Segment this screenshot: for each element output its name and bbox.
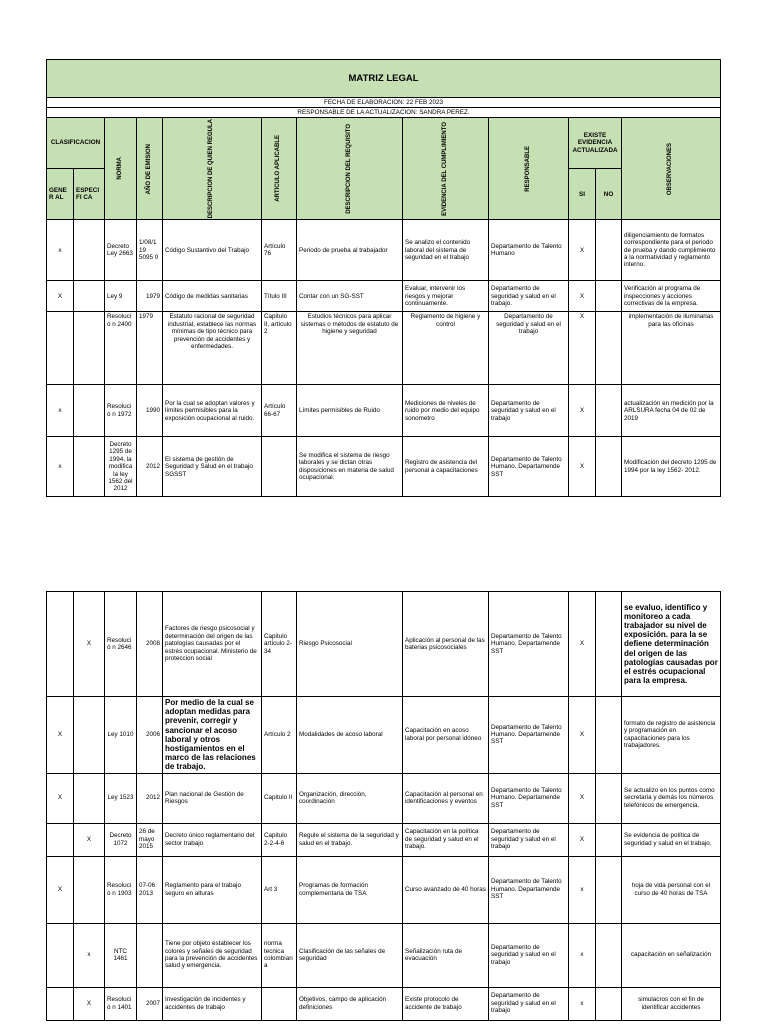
cell-especifica	[74, 281, 105, 312]
header-descripcion: DESCRIPCION DE QUIEN REGULA	[163, 118, 262, 220]
cell-general: X	[47, 856, 74, 923]
cell-general	[47, 312, 74, 385]
cell-responsable: Departamento de seguridad y salud en el trabajo	[489, 923, 569, 987]
cell-evidencia: Aplicación al personal de las baterias psicosociales	[403, 592, 489, 697]
cell-descripcion: Tiene por objeto establecer los colores y señales de seguridad para la prevención de accidentes salud y emergencia.	[163, 923, 262, 987]
table-row	[47, 281, 721, 312]
cell-requisito: Contar con un SG-SST	[297, 281, 403, 312]
cell-general	[47, 987, 74, 1020]
cell-descripcion: Por la cual se adoptan valores y límites permisibles para la exposición ocupacional al ruido.	[163, 385, 262, 437]
table-row	[47, 312, 721, 385]
cell-articulo: Capitulo II, artículo 2	[262, 312, 297, 385]
cell-requisito: Límites permisibles de Ruido	[297, 385, 403, 437]
cell-si: X	[569, 697, 596, 774]
header-articulo: ARTICULO APLICABLE	[262, 118, 297, 220]
cell-no	[596, 385, 622, 437]
cell-evidencia: Evaluar, intervenir los riesgos y mejorar continuamente.	[403, 281, 489, 312]
table-row	[47, 437, 721, 497]
cell-especifica: X	[74, 823, 105, 856]
cell-especifica	[74, 220, 105, 281]
cell-descripcion: Código de medidas sanitarias	[163, 281, 262, 312]
cell-evidencia: Registro de asistencia del personal a capacitaciones	[403, 437, 489, 497]
cell-norma: Ley 9	[105, 281, 137, 312]
cell-evidencia: Existe protocolo de accidente de trabajo	[403, 987, 489, 1020]
cell-especifica	[74, 773, 105, 823]
cell-si: X	[569, 773, 596, 823]
cell-descripcion: El sistema de gestión de Seguridad y Salud en el trabajo SGSST	[163, 437, 262, 497]
cell-general: x	[47, 220, 74, 281]
cell-descripcion: Plan nacional de Gestión de Riesgos	[163, 773, 262, 823]
cell-especifica	[74, 697, 105, 774]
cell-anio: 2012	[137, 773, 163, 823]
cell-anio: 07-06 2013	[137, 856, 163, 923]
cell-descripcion: Estatuto racional de seguridad industrial, establece las normas mínimas de tipo técnico para prevención de accidentes y enfermedades.	[163, 312, 262, 385]
header-general: GENER AL	[47, 169, 74, 220]
cell-anio: 1990	[137, 385, 163, 437]
cell-norma: Decreto 1072	[105, 823, 137, 856]
cell-no	[596, 923, 622, 987]
cell-no	[596, 773, 622, 823]
cell-observaciones: actualización en medición por la ARLSURA fecha 04 de 02 de 2019	[622, 385, 721, 437]
cell-observaciones: Se actualizo en los puntos como secretaria y demás los números telefónicos de emergencia.	[622, 773, 721, 823]
cell-si: X	[569, 281, 596, 312]
table-row	[47, 773, 721, 823]
fecha-elaboracion: FECHA DE ELABORACION: 22 FEB 2023	[47, 98, 721, 108]
cell-requisito: Programas de formación complementaria de TSA	[297, 856, 403, 923]
cell-articulo: Capitulo 2-2-4-6	[262, 823, 297, 856]
cell-no	[596, 856, 622, 923]
table-row	[47, 923, 721, 987]
cell-anio: 2008	[137, 592, 163, 697]
header-clasificacion: CLASIFICACION	[47, 118, 105, 169]
cell-articulo: Artículo 66-67	[262, 385, 297, 437]
cell-no	[596, 220, 622, 281]
cell-observaciones: implementación de iluminarias para las oficinas	[622, 312, 721, 385]
cell-evidencia: Curso avanzado de 40 horas	[403, 856, 489, 923]
cell-norma: Decreto 1295 de 1994, la modifica la ley 1562 del 2012	[105, 437, 137, 497]
cell-responsable: Departamento de seguridad y salud en el trabajo	[489, 312, 569, 385]
cell-general: X	[47, 281, 74, 312]
cell-si: X	[569, 592, 596, 697]
cell-articulo: Artículo 2	[262, 697, 297, 774]
cell-evidencia: Capacitación al personal en identificaciones y eventos	[403, 773, 489, 823]
cell-no	[596, 987, 622, 1020]
cell-requisito: Objetivos, campo de aplicación definiciones	[297, 987, 403, 1020]
cell-requisito: Estudios técnicos para aplicar sistemas o métodos de estatuto de higiene y seguridad	[297, 312, 403, 385]
cell-general	[47, 592, 74, 697]
cell-no	[596, 437, 622, 497]
cell-responsable: Departamento de Talento Humano	[489, 220, 569, 281]
cell-general: x	[47, 437, 74, 497]
cell-si: X	[569, 823, 596, 856]
header-requisito: DESCRIPCION DEL REQUISITO	[297, 118, 403, 220]
table-row	[47, 385, 721, 437]
cell-responsable: Departamento de Talento Humano. Departamende SST	[489, 773, 569, 823]
cell-no	[596, 312, 622, 385]
cell-requisito: Se modifica el sistema de riesgo laborales y se dictan otras disposiciones en materia de salud ocupacional.	[297, 437, 403, 497]
cell-articulo	[262, 437, 297, 497]
cell-evidencia: Capacitación en la política de seguridad y salud en el trabajo.	[403, 823, 489, 856]
table-row	[47, 220, 721, 281]
cell-anio: 2007	[137, 987, 163, 1020]
cell-responsable: Departamento de seguridad y salud en el trabajo	[489, 385, 569, 437]
cell-general: X	[47, 697, 74, 774]
cell-anio: 1979	[137, 312, 163, 385]
cell-anio: 2012	[137, 437, 163, 497]
cell-norma: Resolució n 2646	[105, 592, 137, 697]
cell-especifica	[74, 385, 105, 437]
table-row	[47, 697, 721, 774]
cell-evidencia: Se analizo el contenido laboral del sistema de seguridad en el trabajo	[403, 220, 489, 281]
cell-observaciones: Verificación al programa de inspecciones y acciones correctivas de la empresa.	[622, 281, 721, 312]
cell-no	[596, 281, 622, 312]
cell-descripcion: Reglamento para el trabajo seguro en alturas	[163, 856, 262, 923]
legal-matrix-table-bottom	[46, 591, 721, 1021]
cell-observaciones: diligenciamiento de formatos correspondiente para el periodo de prueba y dando cumplimiento a la normatividad y reglamento interno.	[622, 220, 721, 281]
cell-norma: Ley 1010	[105, 697, 137, 774]
cell-responsable: Departamento de Talento Humano. Departamende SST	[489, 697, 569, 774]
cell-evidencia: Reglamento de higiene y control	[403, 312, 489, 385]
cell-requisito: Clasificación de las señales de seguridad	[297, 923, 403, 987]
cell-descripcion: Investigación de incidentes y accidentes de trabajo	[163, 987, 262, 1020]
cell-responsable: Departamento de Talento Humano. Departamende SST	[489, 437, 569, 497]
cell-requisito: Modalidades de acoso laboral	[297, 697, 403, 774]
cell-no	[596, 823, 622, 856]
cell-si: x	[569, 987, 596, 1020]
cell-articulo: Capitulo II	[262, 773, 297, 823]
cell-especifica: X	[74, 987, 105, 1020]
cell-especifica	[74, 856, 105, 923]
cell-norma: Resolució n 1401	[105, 987, 137, 1020]
cell-general	[47, 823, 74, 856]
cell-especifica	[74, 312, 105, 385]
cell-responsable: Departamento de seguridad y salud en el trabajo	[489, 823, 569, 856]
cell-responsable: Departamento de seguridad y salud en el trabajo	[489, 987, 569, 1020]
cell-general	[47, 923, 74, 987]
matrix-title: MATRIZ LEGAL	[47, 60, 721, 98]
cell-especifica: x	[74, 923, 105, 987]
cell-requisito: Periodo de prueba al trabajador	[297, 220, 403, 281]
cell-articulo: norma tecnica colombian a	[262, 923, 297, 987]
cell-norma: Resolució n 1903	[105, 856, 137, 923]
cell-anio: 2006	[137, 697, 163, 774]
cell-no	[596, 592, 622, 697]
table-row	[47, 987, 721, 1020]
header-si: SI	[569, 169, 596, 220]
cell-observaciones: hoja de vida personal con el curso de 40 horas de TSA	[622, 856, 721, 923]
cell-descripcion: Decreto único reglamentario del sector trabajo	[163, 823, 262, 856]
table-row	[47, 856, 721, 923]
cell-si: X	[569, 385, 596, 437]
cell-norma: Decreto Ley 2663	[105, 220, 137, 281]
cell-observaciones: formato de registro de asistencia y programación en capacitaciones para los trabajadores.	[622, 697, 721, 774]
cell-general: x	[47, 385, 74, 437]
cell-norma: NTC 1461	[105, 923, 137, 987]
header-responsable: RESPONSABLE	[489, 118, 569, 220]
cell-descripcion: Factores de riesgo psicosocial y determinación del origen de las patologías causadas por el estrés ocupacional. Ministerio de proteccion social	[163, 592, 262, 697]
cell-descripcion: Por medio de la cual se adoptan medidas para prevenir, corregir y sancionar el acoso laboral y otros hostigamientos en el marco de las relaciones de trabajo.	[163, 697, 262, 774]
cell-especifica	[74, 437, 105, 497]
header-anio: AÑO DE EMISION	[137, 118, 163, 220]
cell-observaciones: Se evidencia de política de seguridad y salud en el trabajo.	[622, 823, 721, 856]
cell-articulo: Título III	[262, 281, 297, 312]
cell-evidencia: Señalización ruta de evacuación	[403, 923, 489, 987]
cell-norma: Ley 1523	[105, 773, 137, 823]
cell-articulo: Art 3	[262, 856, 297, 923]
cell-si: x	[569, 923, 596, 987]
header-observaciones: OBSERVACIONES	[622, 118, 721, 220]
cell-observaciones: Modificación del decreto 1295 de 1994 por la ley 1562- 2012.	[622, 437, 721, 497]
cell-descripcion: Código Sustantivo del Trabajo	[163, 220, 262, 281]
header-evidencia: EVIDENCIA DEL CUMPLIMIENTO	[403, 118, 489, 220]
cell-anio: 1979	[137, 281, 163, 312]
cell-requisito: Organización, dirección, coordinación	[297, 773, 403, 823]
cell-anio	[137, 923, 163, 987]
cell-responsable: Departamento de Talento Humano. Departamende SST	[489, 856, 569, 923]
cell-responsable: Departamento de seguridad y salud en el trabajo.	[489, 281, 569, 312]
cell-observaciones: se evaluo, identifico y monitoreo a cada trabajador su nivel de exposición. para la se defiene determinación del origen de las patologías causadas por el estrés ocupacional para la empresa.	[622, 592, 721, 697]
cell-norma: Resolució n 1972	[105, 385, 137, 437]
cell-general: X	[47, 773, 74, 823]
cell-si: x	[569, 856, 596, 923]
cell-no	[596, 697, 622, 774]
cell-observaciones: simulacros con el fin de identificar accidentes	[622, 987, 721, 1020]
header-no: NO	[596, 169, 622, 220]
cell-articulo: Capitulo artículo 2-34	[262, 592, 297, 697]
cell-observaciones: capacitación en señalización	[622, 923, 721, 987]
table-row	[47, 592, 721, 697]
cell-requisito: Regule el sistema de la seguridad y salud en el trabajo.	[297, 823, 403, 856]
legal-matrix-table-top	[46, 59, 721, 497]
cell-si: X	[569, 437, 596, 497]
cell-anio: 1/08/1 19 5095 0	[137, 220, 163, 281]
cell-responsable: Departamento de Talento Humano. Departamende SST	[489, 592, 569, 697]
cell-evidencia: Mediciones de niveles de ruido por medio del equipo sonometro	[403, 385, 489, 437]
cell-articulo: Artículo 76	[262, 220, 297, 281]
responsable-actualizacion: RESPONSABLE DE LA ACTUALIZACION: SANDRA PEREZ.	[47, 108, 721, 118]
cell-especifica: X	[74, 592, 105, 697]
cell-si: X	[569, 312, 596, 385]
header-especifica: ESPECIFI CA	[74, 169, 105, 220]
cell-norma: Resolució n 2400	[105, 312, 137, 385]
cell-evidencia: Capacitación en acoso laboral por personal idóneo	[403, 697, 489, 774]
cell-requisito: Riesgo Psicosocial	[297, 592, 403, 697]
table-row	[47, 823, 721, 856]
header-existe-evidencia: EXISTE EVIDENCIA ACTUALIZADA	[569, 118, 622, 169]
cell-anio: 26 de mayo 2015	[137, 823, 163, 856]
cell-articulo	[262, 987, 297, 1020]
cell-si: X	[569, 220, 596, 281]
header-norma: NORMA	[105, 118, 137, 220]
